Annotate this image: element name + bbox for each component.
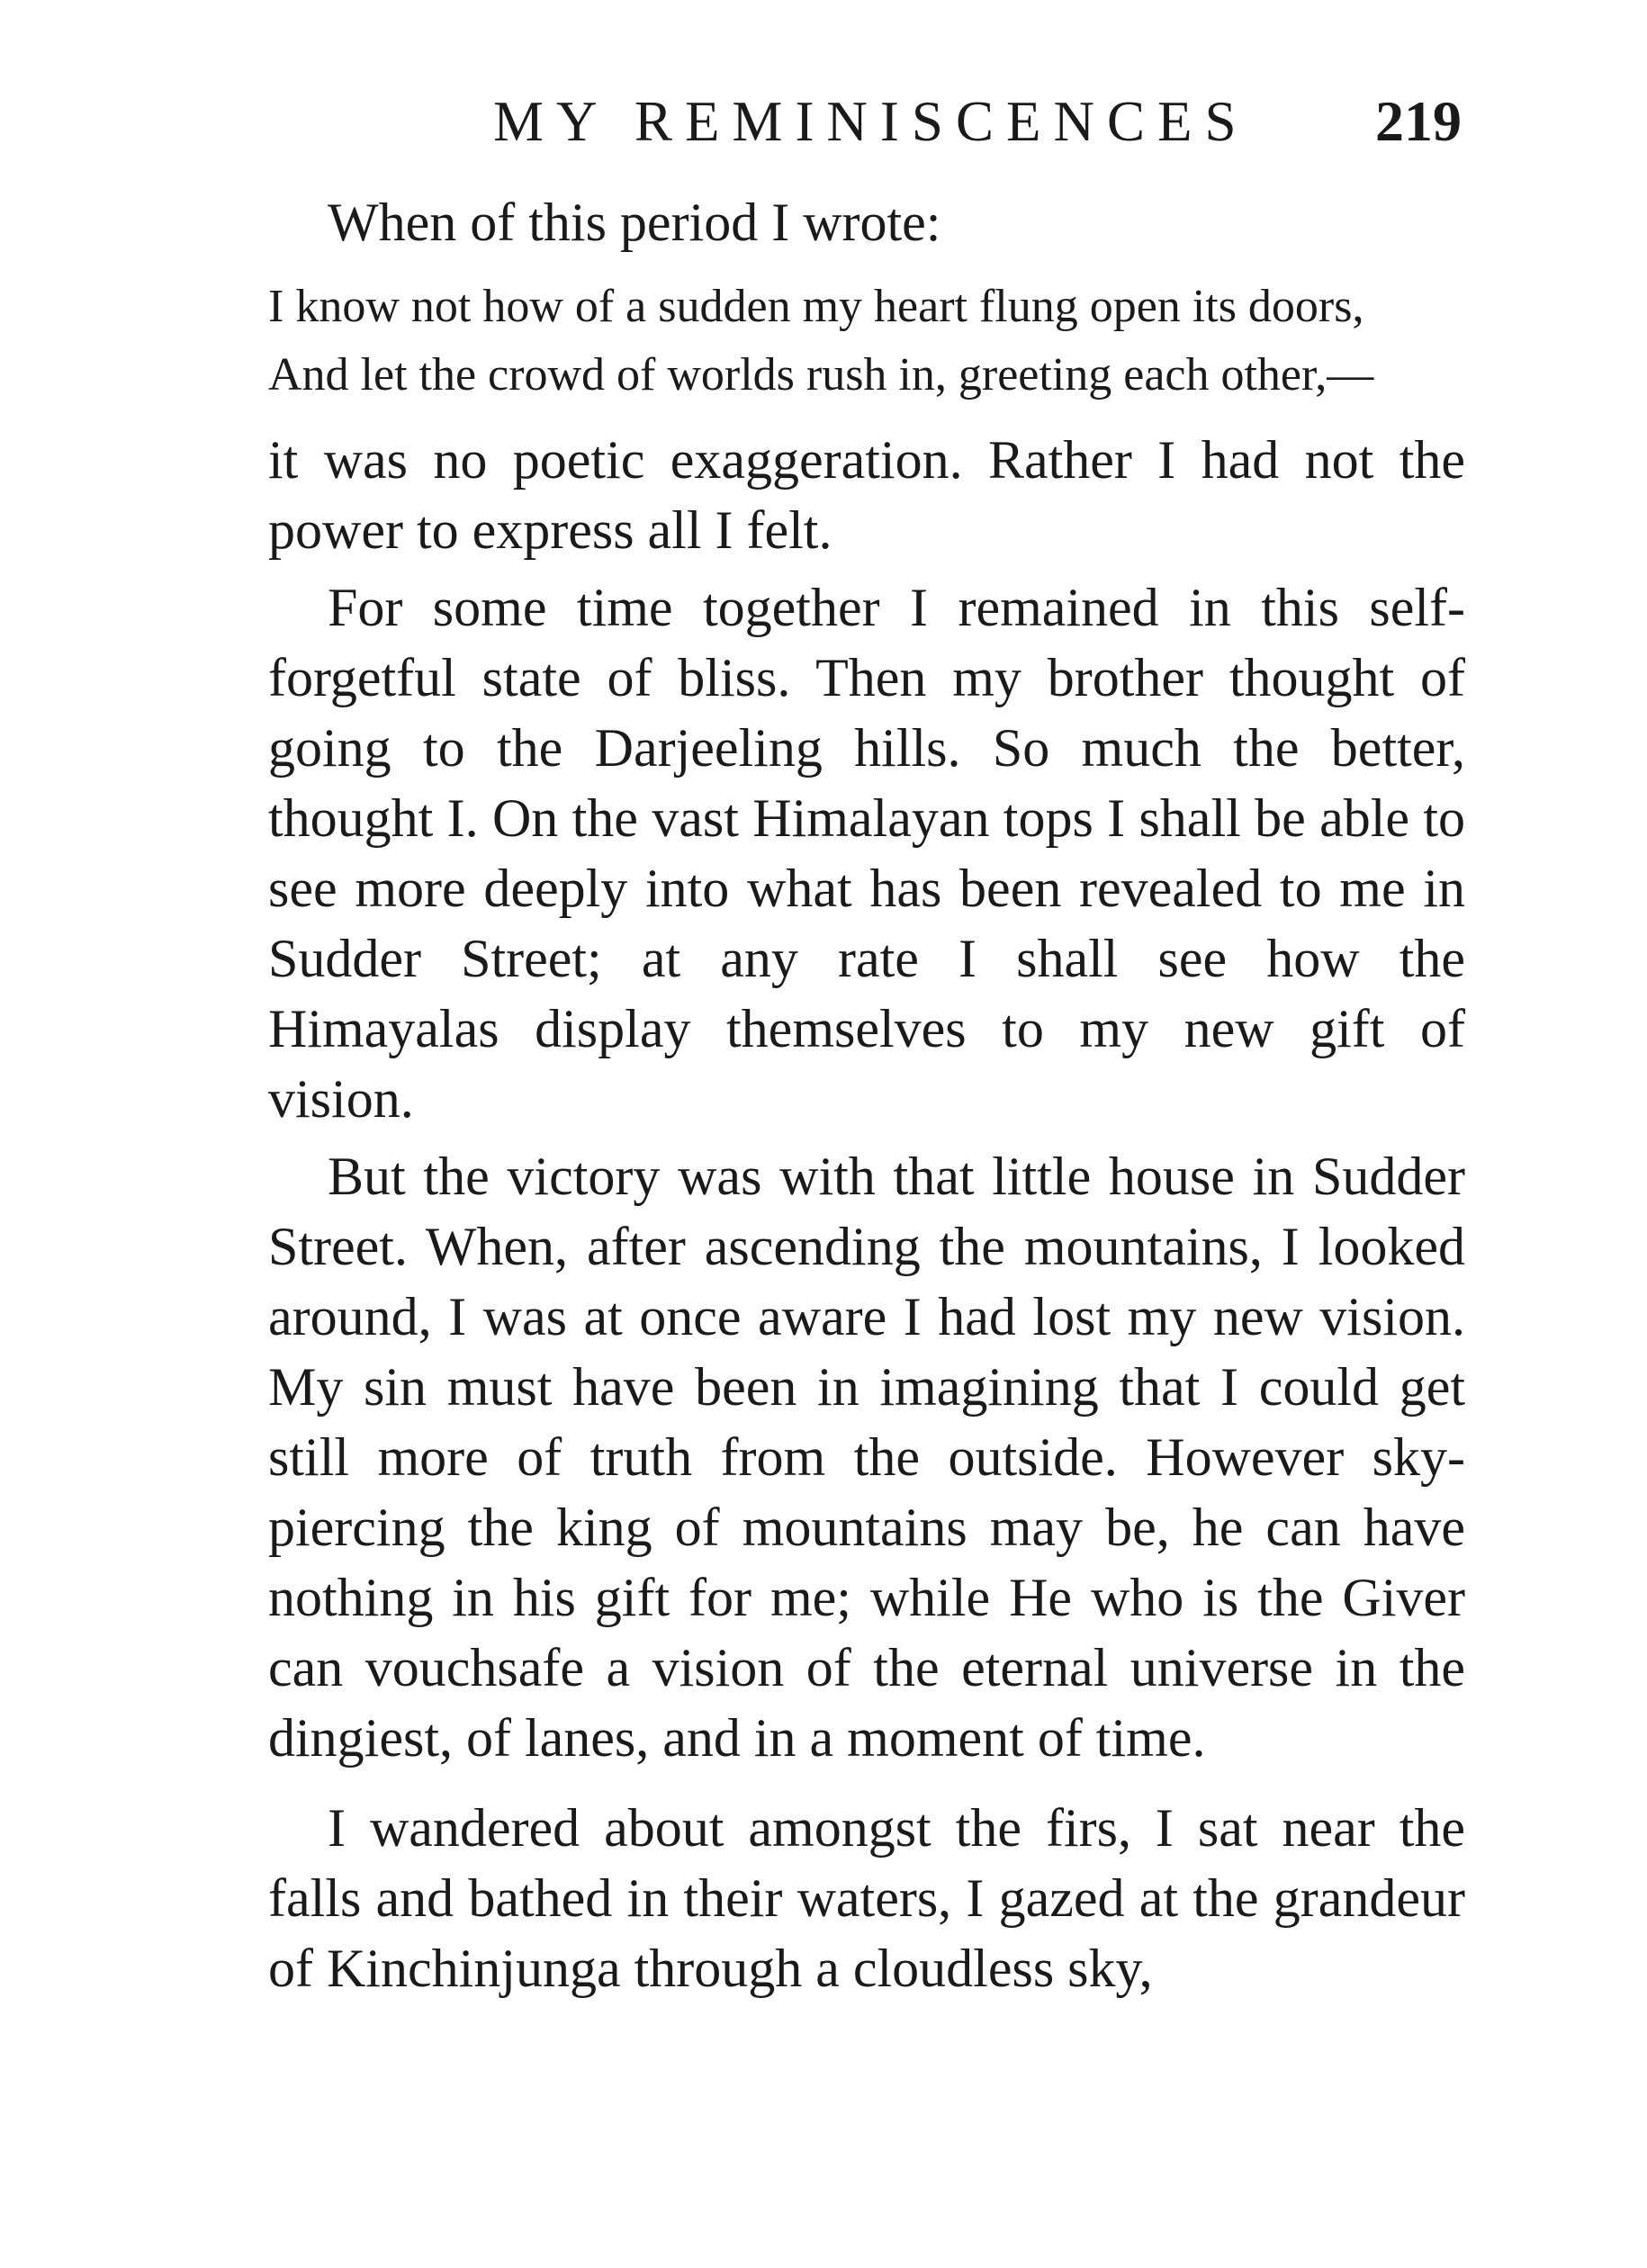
paragraph: But the victory was with that little house in Sudder Street. When, after ascending the mountains, I looked around, I was at once aware I had lost my new vision. My sin must have been in imagining that I could get still more of truth from the outside. However sky-piercing the king of mountains may be, he can have nothing in his gift for me; while He who is the Giver can vouchsafe a vision of the eternal universe in the dingiest, of lanes, and in a moment of time.: [268, 1147, 1465, 1768]
paragraph: For some time together I remained in this self-forgetful state of bliss. Then my brother thought of going to the Darjeeling hills. So much the better, thought I. On the vast Himalayan tops I shall be able to see more deeply into what has been revealed to me in Sudder Street; at any rate I shall see how the Himayalas display themselves to my new gift of vision.: [268, 578, 1465, 1129]
intro-line: When of this period I wrote:: [328, 193, 941, 252]
paragraph: I wandered about amongst the firs, I sat near the falls and bathed in their waters, I gazed at the grandeur of Kinchinjunga through a cloudless sky,: [268, 1798, 1465, 1998]
verse-line: I know not how of a sudden my heart flung open its doors,: [268, 281, 1364, 332]
verse-quote: [268, 277, 1465, 405]
paragraph: it was no poetic exaggeration. Rather I had not the power to express all I felt.: [268, 430, 1465, 560]
running-head: [0, 81, 1647, 162]
verse-line: And let the crowd of worlds rush in, greeting each other,—: [268, 349, 1374, 400]
page-number: 219: [1375, 89, 1462, 153]
running-title: MY REMINISCENCES: [493, 90, 1249, 153]
body-text: [268, 187, 1465, 2003]
